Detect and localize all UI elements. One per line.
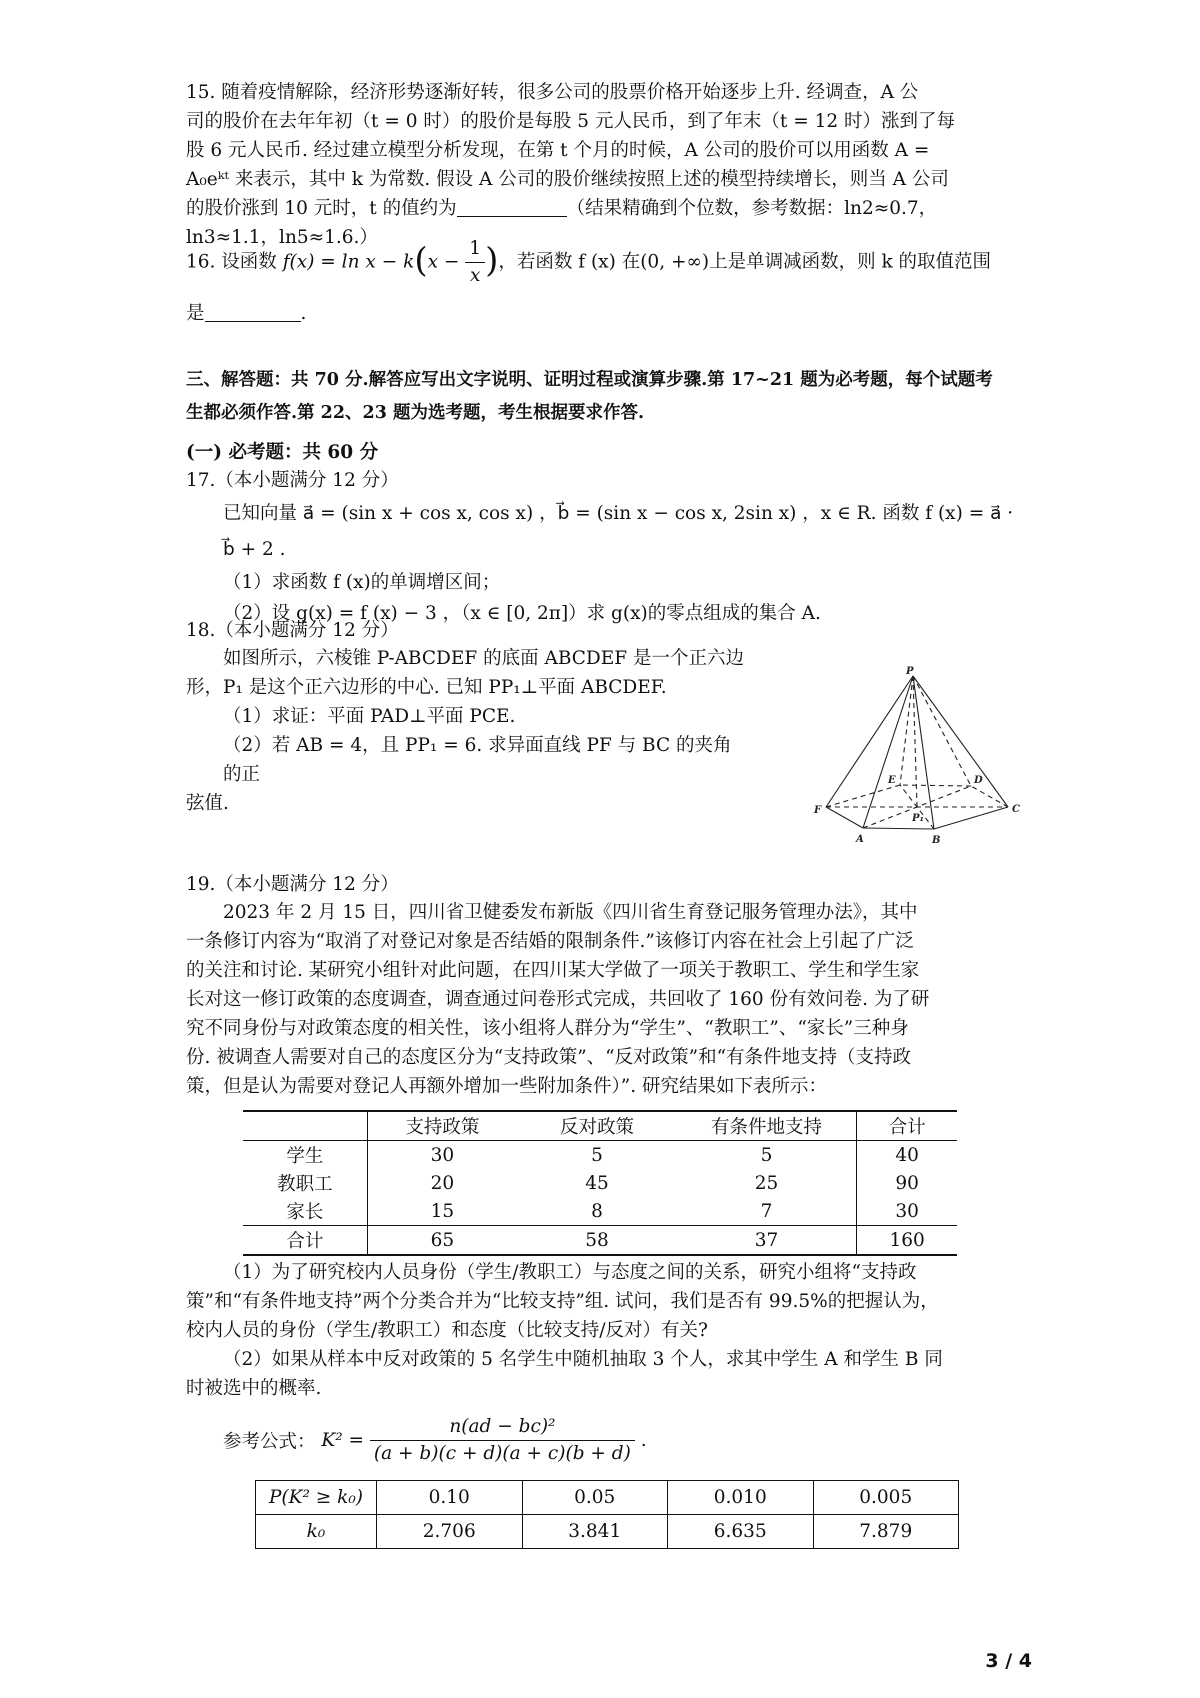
table-row — [243, 1169, 957, 1197]
formula-lhs: K² = — [321, 1430, 365, 1451]
critical-table-row-k — [256, 1515, 959, 1549]
table-cell: 45 — [585, 1172, 609, 1194]
label-F: F — [814, 805, 822, 816]
table-cell: 合计 — [243, 1226, 367, 1256]
reference-formula — [223, 1414, 647, 1467]
q19-line-3: 的关注和讨论. 某研究小组针对此问题，在四川某大学做了一项关于教职工、学生和学生家 — [186, 960, 920, 981]
table-header-cell: 支持政策 — [405, 1117, 480, 1138]
q17-part-1: （1）求函数 f (x)的单调增区间； — [223, 572, 501, 593]
table-cell: 65 — [430, 1229, 455, 1251]
table-header-cell: 反对政策 — [559, 1117, 634, 1138]
q18-line-1: 如图所示，六棱锥 P-ABCDEF 的底面 ABCDEF 是一个正六边 — [223, 648, 744, 669]
section-3-title-line-1: 三、解答题：共 70 分.解答应写出文字说明、证明过程或演算步骤.第 17~21 题为必考题，每个试题考 — [186, 370, 993, 390]
table-header-cell: 有条件地支持 — [677, 1111, 857, 1141]
q19-head: 19.（本小题满分 12 分） — [186, 874, 399, 895]
label-C: C — [1012, 804, 1020, 815]
q16-x-minus: x − — [427, 251, 460, 273]
table-cell: 58 — [585, 1229, 609, 1251]
table-cell: 160 — [889, 1229, 925, 1251]
required-heading: (一) 必考题：共 60 分 — [186, 442, 379, 463]
formula-label: 参考公式： — [223, 1431, 316, 1453]
q15-line-3: 股 6 元人民币. 经过建立模型分析发现，在第 t 个月的时候，A 公司的股价可以用函数 A = — [186, 140, 930, 161]
label-E: E — [888, 775, 896, 786]
table-cell: 37 — [677, 1226, 857, 1256]
table-header-cell — [243, 1111, 367, 1141]
q16-line-2-text: 是 — [186, 303, 205, 324]
q19-part-1-line-2: 策”和“有条件地支持”两个分类合并为“比较支持”组. 试问，我们是否有 99.5%的把握认为， — [186, 1291, 939, 1312]
label-P: P — [906, 666, 914, 677]
formula-fraction — [370, 1414, 635, 1467]
question-15 — [186, 78, 1030, 252]
answer-blank-16[interactable] — [205, 303, 301, 322]
table-cell: 8 — [591, 1200, 603, 1222]
critical-table-row-p — [256, 1481, 959, 1515]
table-cell: P(K² ≥ k₀) — [256, 1481, 377, 1515]
q19-part-2-line-1: （2）如果从样本中反对政策的 5 名学生中随机抽取 3 个人，求其中学生 A 和学生 B 同 — [223, 1349, 943, 1370]
table-cell: 0.10 — [377, 1481, 523, 1515]
table-total-row — [243, 1226, 957, 1256]
question-16 — [186, 236, 1030, 328]
q16-line-2-tail: . — [300, 303, 307, 324]
q18-line-2: 形，P₁ 是这个正六边形的中心. 已知 PP₁⊥平面 ABCDEF. — [186, 677, 667, 698]
q16-frac-den: x — [469, 265, 481, 286]
table-cell: 15 — [430, 1200, 455, 1222]
table-cell: 5 — [677, 1141, 857, 1170]
label-P1: P₁ — [912, 813, 924, 824]
table-cell: 30 — [895, 1200, 919, 1222]
q19-line-2: 一条修订内容为“取消了对登记对象是否结婚的限制条件.”该修订内容在社会上引起了广泛 — [186, 931, 914, 952]
q16-prefix: 16. 设函数 — [186, 251, 277, 273]
question-18 — [186, 618, 746, 818]
q15-line-5 — [186, 194, 1030, 223]
q18-part-1: （1）求证：平面 PAD⊥平面 PCE. — [223, 706, 516, 727]
table-cell: k₀ — [256, 1515, 377, 1549]
q16-line-1 — [186, 236, 1030, 289]
table-header-cell: 合计 — [888, 1117, 926, 1138]
q19-part-2-line-2: 时被选中的概率. — [186, 1378, 322, 1399]
answer-blank-15[interactable] — [457, 198, 567, 217]
table-cell: 6.635 — [668, 1515, 814, 1549]
table-cell: 教职工 — [243, 1169, 367, 1197]
q15-line-5-text: 的股价涨到 10 元时，t 的值约为 — [186, 198, 457, 219]
table-cell: 家长 — [243, 1197, 367, 1226]
q16-fraction — [465, 236, 485, 289]
table-cell: 25 — [677, 1169, 857, 1197]
table-cell: 7 — [677, 1197, 857, 1226]
table-cell: 20 — [430, 1172, 455, 1194]
table-cell: 7.879 — [813, 1515, 959, 1549]
q18-head: 18.（本小题满分 12 分） — [186, 620, 399, 641]
table-row — [243, 1197, 957, 1226]
q17-part-2: （2）设 g(x) = f (x) − 3 ，（x ∈ [0, 2π]）求 g(x)的零点组成的集合 A. — [223, 603, 821, 624]
table-cell: 90 — [895, 1172, 919, 1194]
q16-line-2 — [186, 299, 1030, 328]
formula-end: . — [640, 1430, 647, 1451]
table-cell: 0.005 — [813, 1481, 959, 1515]
table-row — [243, 1141, 957, 1170]
label-B: B — [932, 835, 941, 846]
q15-line-6: ln3≈1.1，ln5≈1.6.） — [186, 227, 378, 248]
q18-part-2a: （2）若 AB = 4，且 PP₁ = 6. 求异面直线 PF 与 BC 的夹角的正 — [223, 735, 732, 785]
table-cell: 0.05 — [522, 1481, 668, 1515]
q19-line-4: 长对这一修订政策的态度调查，调查通过问卷形式完成，共回收了 160 份有效问卷. 为了研 — [186, 989, 930, 1010]
q18-part-2b: 弦值. — [186, 793, 229, 814]
q19-line-5: 究不同身份与对政策态度的相关性，该小组将人群分为“学生”、“教职工”、“家长”三种身 — [186, 1018, 909, 1039]
q19-part-1-line-3: 校内人员的身份（学生/教职工）和态度（比较支持/反对）有关? — [186, 1320, 708, 1341]
q19-part-1-line-1: （1）为了研究校内人员身份（学生/教职工）与态度之间的关系，研究小组将“支持政 — [223, 1262, 917, 1283]
question-19 — [186, 872, 1030, 1101]
table-cell: 2.706 — [377, 1515, 523, 1549]
question-17 — [186, 466, 1030, 631]
label-A: A — [856, 834, 864, 845]
q19-line-1: 2023 年 2 月 15 日，四川省卫健委发布新版《四川省生育登记服务管理办法》，其中 — [223, 902, 918, 923]
page-number: 3 / 4 — [985, 1650, 1032, 1672]
q15-line-2: 司的股价在去年年初（t = 0 时）的股价是每股 5 元人民币，到了年末（t = 12 时）涨到了每 — [186, 111, 955, 132]
q16-frac-num: 1 — [465, 236, 485, 263]
q15-line-4: A₀eᵏᵗ 来表示，其中 k 为常数. 假设 A 公司的股价继续按照上述的模型持续增长，则当 A 公司 — [186, 169, 949, 190]
label-D: D — [974, 775, 983, 786]
table-cell: 30 — [430, 1144, 455, 1166]
hexagonal-pyramid-figure — [812, 666, 1036, 860]
q19-line-6: 份. 被调查人需要对自己的态度区分为“支持政策”、“反对政策”和“有条件地支持（支持政 — [186, 1047, 912, 1068]
q16-suffix: ，若函数 f (x) 在(0, +∞)上是单调减函数，则 k 的取值范围 — [498, 251, 992, 273]
table-cell: 40 — [895, 1144, 919, 1166]
formula-denominator: (a + b)(c + d)(a + c)(b + d) — [373, 1443, 631, 1464]
table-header-row — [243, 1111, 957, 1141]
formula-numerator: n(ad − bc)² — [370, 1414, 635, 1441]
question-19-parts — [186, 1258, 1030, 1403]
q19-line-7: 策，但是认为需要对登记人再额外增加一些附加条件）”. 研究结果如下表所示： — [186, 1076, 827, 1097]
critical-value-table — [255, 1480, 959, 1549]
q15-line-1: 15. 随着疫情解除，经济形势逐渐好转，很多公司的股票价格开始逐步上升. 经调查，A 公 — [186, 82, 919, 103]
section-3-heading — [186, 364, 1030, 430]
q16-paren-open: ( — [414, 240, 428, 281]
survey-table — [243, 1110, 957, 1256]
q17-stem: 已知向量 a⃗ = (sin x + cos x, cos x) ，b⃗ = (sin x − cos x, 2sin x) ，x ∈ R. 函数 f (x) = a⃗ · b⃗ + 2 . — [223, 503, 1014, 560]
q16-function: f(x) = ln x − k — [282, 251, 415, 273]
q16-paren-close: ) — [485, 240, 499, 281]
section-3-title-line-2: 生都必须作答.第 22、23 题为选考题，考生根据要求作答. — [186, 403, 645, 423]
table-cell: 5 — [591, 1144, 603, 1166]
table-cell: 0.010 — [668, 1481, 814, 1515]
q15-line-5-tail: （结果精确到个位数，参考数据：ln2≈0.7， — [566, 198, 938, 219]
q17-head: 17.（本小题满分 12 分） — [186, 470, 399, 491]
table-cell: 3.841 — [522, 1515, 668, 1549]
table-cell: 学生 — [243, 1141, 367, 1170]
